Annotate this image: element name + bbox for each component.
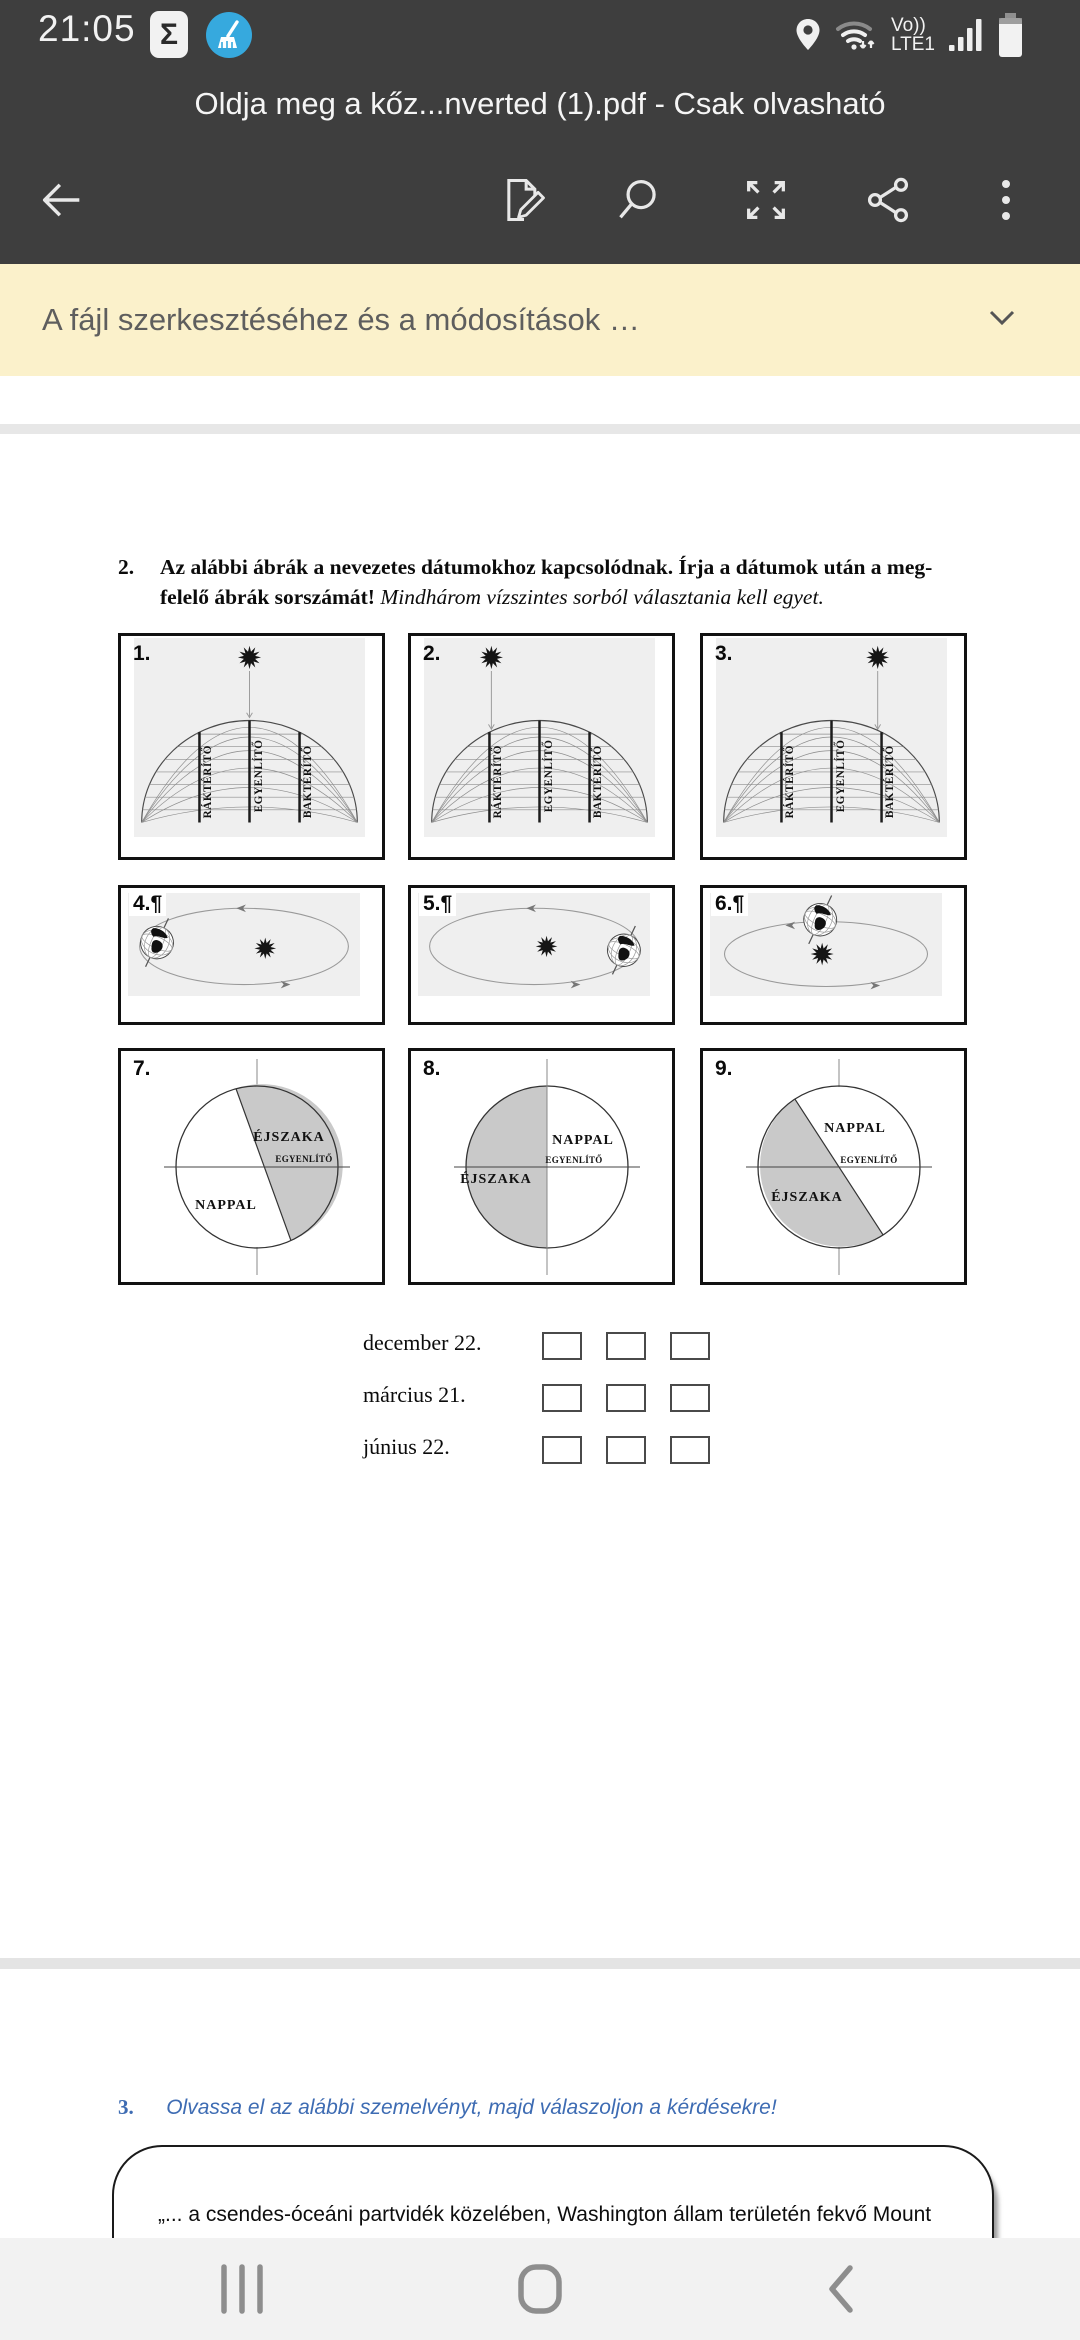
answer-box [670, 1332, 710, 1360]
figure-4-panel [118, 885, 385, 1025]
dome-diagram-summer [424, 638, 655, 837]
share-button[interactable] [862, 174, 914, 226]
back-button[interactable] [36, 174, 88, 226]
svg-text:ÉJSZAKA: ÉJSZAKA [771, 1190, 843, 1205]
answer-box [542, 1384, 582, 1412]
svg-text:ÉJSZAKA: ÉJSZAKA [460, 1172, 532, 1187]
svg-text:EGYENLÍTŐ: EGYENLÍTŐ [275, 1154, 333, 1164]
figure-7-panel [118, 1048, 385, 1285]
page-break-divider [0, 1958, 1080, 1969]
figure-8-number: 8. [423, 1057, 441, 1080]
status-time: 21:05 [38, 8, 136, 49]
document-title: Oldja meg a kőz...nverted (1).pdf - Csak olvasható [194, 86, 886, 121]
svg-text:EGYENLÍTŐ: EGYENLÍTŐ [253, 739, 265, 813]
question-3-text: Olvassa el az alábbi szemelvényt, majd válaszoljon a kérdésekre! [166, 2096, 777, 2119]
answer-box [542, 1436, 582, 1464]
figure-2-panel [408, 633, 675, 860]
answer-box [606, 1332, 646, 1360]
date-december: december 22. [363, 1330, 482, 1355]
svg-text:BAKTÉRÍTŐ: BAKTÉRÍTŐ [302, 745, 315, 819]
figure-5-number: 5.¶ [419, 892, 456, 916]
search-button[interactable] [614, 174, 666, 226]
answer-box [670, 1384, 710, 1412]
cleaner-app-icon [206, 12, 252, 58]
excerpt-text: „... a csendes-óceáni partvidék közelében, Washington állam területén fekvő Mount [158, 2203, 932, 2226]
question-2-line2: felelő ábrák sorszámát! [160, 585, 375, 609]
svg-text:BAKTÉRÍTŐ: BAKTÉRÍTŐ [592, 745, 605, 819]
banner-text: A fájl szerkesztéséhez és a módosítások … [42, 302, 640, 337]
answer-box [542, 1332, 582, 1360]
figure-1-panel [118, 633, 385, 860]
question-3-number: 3. [118, 2095, 134, 2119]
svg-text:ÉJSZAKA: ÉJSZAKA [253, 1130, 325, 1145]
more-options-button[interactable] [992, 174, 1020, 226]
question-2-note: Mindhárom vízszintes sorból választania kell egyet. [380, 585, 824, 609]
figure-3-panel [700, 633, 967, 860]
svg-text:NAPPAL: NAPPAL [195, 1198, 257, 1213]
network-type-label [891, 16, 935, 54]
svg-text:BAKTÉRÍTŐ: BAKTÉRÍTŐ [884, 745, 897, 819]
globe-diagram-9 [703, 1051, 964, 1282]
location-icon [795, 18, 821, 52]
lte-label: LTE1 [890, 34, 935, 55]
figure-8-panel [408, 1048, 675, 1285]
date-june: június 22. [363, 1434, 450, 1459]
page-divider [0, 424, 1080, 434]
android-navbar [0, 2238, 1080, 2340]
answer-box [670, 1436, 710, 1464]
date-march: március 21. [363, 1382, 466, 1407]
question-2 [118, 552, 998, 612]
question-2-number: 2. [118, 555, 135, 579]
status-icons [795, 12, 1024, 58]
question-2-line1: Az alábbi ábrák a nevezetes dátumokhoz kapcsolódnak. Írja a dátumok után a meg- [160, 555, 933, 579]
figure-6-number: 6.¶ [711, 892, 748, 916]
question-3 [118, 2095, 998, 2120]
annotate-button[interactable] [498, 174, 550, 226]
signal-icon [948, 16, 984, 54]
wifi-icon [834, 17, 878, 53]
svg-text:NAPPAL: NAPPAL [824, 1121, 886, 1136]
svg-text:RÁKTÉRÍTŐ: RÁKTÉRÍTŐ [784, 744, 796, 819]
svg-text:EGYENLÍTŐ: EGYENLÍTŐ [545, 1155, 603, 1165]
answer-box [606, 1384, 646, 1412]
chevron-down-icon[interactable] [988, 308, 1016, 333]
figure-3-number: 3. [715, 642, 733, 665]
answer-box [606, 1436, 646, 1464]
figure-9-number: 9. [715, 1057, 733, 1080]
figure-2-number: 2. [423, 642, 441, 665]
globe-diagram-8 [411, 1051, 672, 1282]
globe-diagram-7 [121, 1051, 382, 1282]
fullscreen-button[interactable] [740, 174, 792, 226]
figure-6-panel [700, 885, 967, 1025]
recents-button[interactable] [219, 2264, 265, 2319]
home-button[interactable] [517, 2264, 563, 2319]
figure-5-panel [408, 885, 675, 1025]
back-nav-button[interactable] [822, 2264, 862, 2319]
svg-text:EGYENLÍTŐ: EGYENLÍTŐ [835, 739, 847, 813]
svg-text:EGYENLÍTŐ: EGYENLÍTŐ [543, 739, 555, 813]
dome-diagram-winter [716, 638, 947, 837]
readonly-info-banner[interactable] [0, 264, 1080, 376]
figure-7-number: 7. [133, 1057, 151, 1080]
figure-1-number: 1. [133, 642, 151, 665]
svg-text:EGYENLÍTŐ: EGYENLÍTŐ [840, 1155, 898, 1165]
dome-diagram-equinox [134, 638, 365, 837]
svg-text:NAPPAL: NAPPAL [552, 1133, 614, 1148]
svg-text:RÁKTÉRÍTŐ: RÁKTÉRÍTŐ [492, 744, 504, 819]
header-bar [0, 0, 1080, 264]
battery-icon [997, 12, 1024, 58]
figure-9-panel [700, 1048, 967, 1285]
sigma-app-icon: Σ [150, 11, 188, 58]
figure-4-number: 4.¶ [129, 892, 166, 916]
svg-text:RÁKTÉRÍTŐ: RÁKTÉRÍTŐ [202, 744, 214, 819]
volte-label: Vo)) [890, 15, 926, 36]
